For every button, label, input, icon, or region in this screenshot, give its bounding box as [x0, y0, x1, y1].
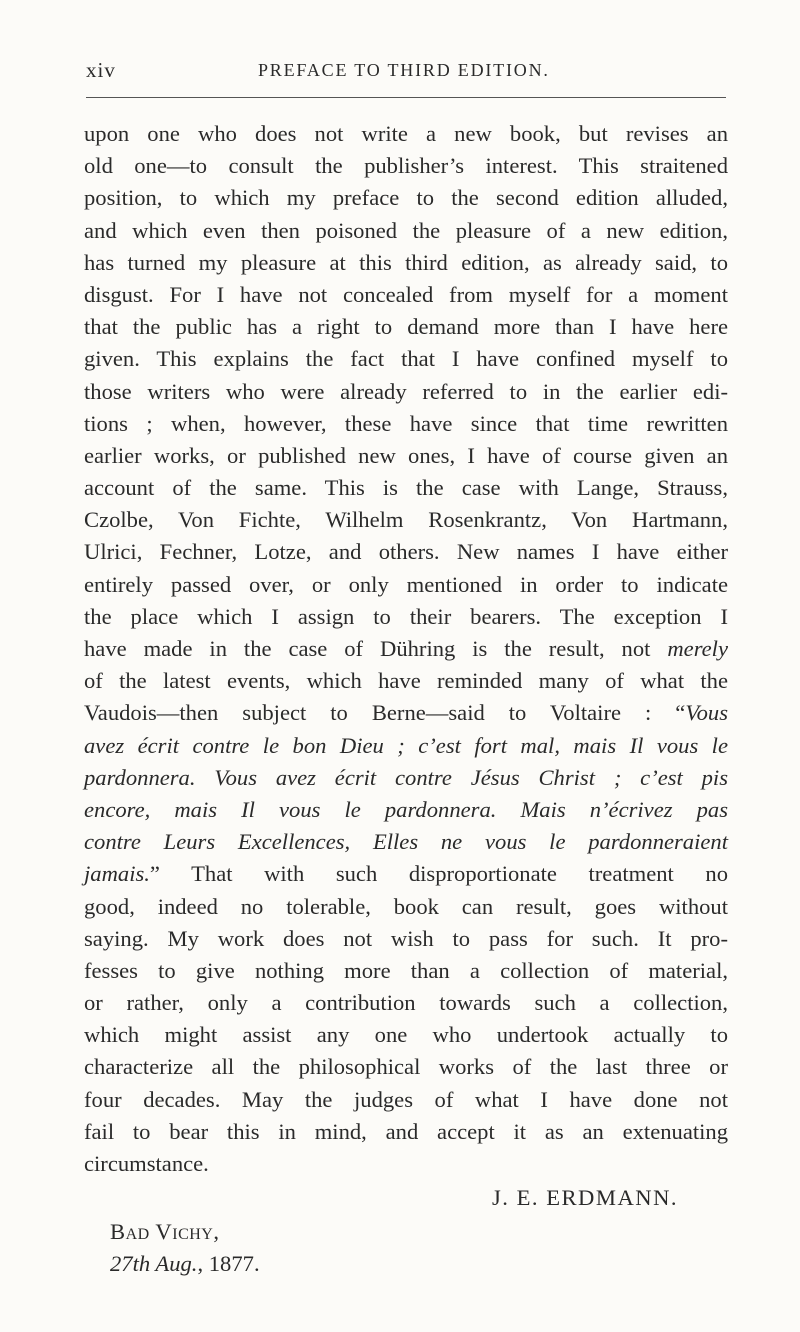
- text-line: disgust. For I have not concealed from myself for a moment: [84, 281, 728, 307]
- text-line: position, to which my preface to the second edition alluded,: [84, 185, 728, 211]
- text-line: which might assist any one who undertook actually to: [84, 1022, 728, 1048]
- text-line: entirely passed over, or only mentioned in order to indicate: [84, 571, 728, 597]
- text-line: those writers who were already referred to in the earlier edi-: [84, 378, 728, 404]
- date-line: [110, 1251, 260, 1277]
- text-line: account of the same. This is the case with Lange, Strauss,: [84, 475, 728, 501]
- text-line: fail to bear this in mind, and accept it as an extenuating: [84, 1118, 728, 1144]
- text-line: has turned my pleasure at this third edition, as already said, to: [84, 249, 728, 275]
- text-segment: ” That with such disproportionate treatment no: [149, 861, 728, 887]
- date-year: , 1877.: [197, 1251, 260, 1276]
- italic-text: Vous: [685, 700, 728, 726]
- text-line: Ulrici, Fechner, Lotze, and others. New names I have either: [84, 539, 728, 565]
- text-line: or rather, only a contribution towards such a collection,: [84, 990, 728, 1016]
- text-line: old one—to consult the publisher’s interest. This straitened: [84, 153, 728, 179]
- author-signature: J. E. ERDMANN.: [492, 1185, 679, 1210]
- page-number: xiv: [86, 58, 116, 82]
- page-header: [86, 58, 726, 88]
- text-line: [84, 633, 728, 665]
- text-line: tions ; when, however, these have since that time rewritten: [84, 410, 728, 436]
- text-line: fesses to give nothing more than a collection of material,: [84, 957, 728, 983]
- preface-paragraph: [84, 118, 728, 1180]
- text-line: earlier works, or published new ones, I have of course given an: [84, 442, 728, 468]
- text-line: four decades. May the judges of what I have done not: [84, 1086, 728, 1112]
- text-line: upon one who does not write a new book, but revises an: [84, 121, 728, 146]
- italic-quote-line: avez écrit contre le bon Dieu ; c’est fort mal, mais Il vous le: [84, 732, 728, 758]
- text-line: [84, 858, 728, 890]
- text-line: of the latest events, which have reminded many of what the: [84, 668, 728, 694]
- text-line: the place which I assign to their bearers. The exception I: [84, 603, 728, 629]
- text-line: and which even then poisoned the pleasure of a new edition,: [84, 217, 728, 243]
- text-line: Czolbe, Von Fichte, Wilhelm Rosenkrantz, Von Hartmann,: [84, 507, 728, 533]
- header-rule: [86, 97, 726, 98]
- text-segment: have made in the case of Dühring is the result, not: [84, 636, 651, 661]
- text-segment: Vaudois—then subject to Berne—said to Voltaire : “: [84, 700, 686, 726]
- text-line: that the public has a right to demand more than I have here: [84, 314, 728, 340]
- italic-text: jamais.: [84, 861, 150, 887]
- text-line: good, indeed no tolerable, book can result, goes without: [84, 893, 728, 919]
- text-line: saying. My work does not wish to pass for such. It pro-: [84, 925, 728, 951]
- italic-quote-line: contre Leurs Excellences, Elles ne vous le pardonneraient: [84, 829, 728, 855]
- italic-quote-line: encore, mais Il vous le pardonnera. Mais n’écrivez pas: [84, 796, 728, 822]
- place-line: Bad Vichy,: [110, 1219, 220, 1244]
- running-title: PREFACE TO THIRD EDITION.: [258, 60, 550, 80]
- text-line: [84, 697, 728, 729]
- italic-text: merely: [667, 636, 728, 661]
- text-line: given. This explains the fact that I have confined myself to: [84, 346, 728, 372]
- text-line: circumstance.: [84, 1151, 209, 1176]
- date-day: 27th Aug.: [110, 1251, 198, 1276]
- text-line: characterize all the philosophical works of the last three or: [84, 1054, 728, 1080]
- italic-quote-line: pardonnera. Vous avez écrit contre Jésus Christ ; c’est pis: [84, 764, 728, 790]
